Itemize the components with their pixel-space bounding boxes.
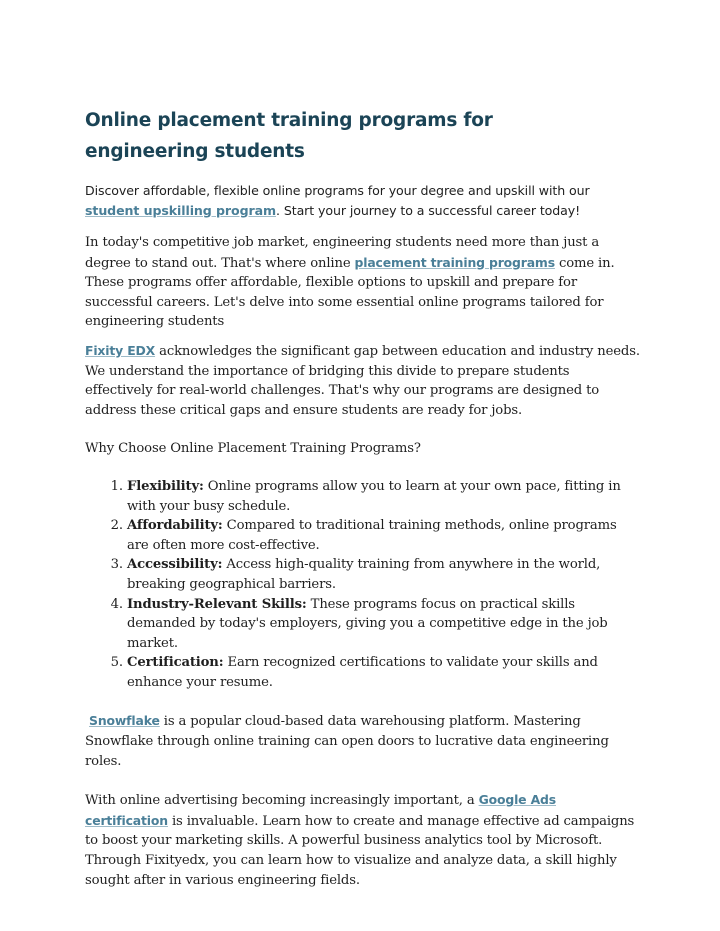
list-item bbox=[127, 477, 640, 516]
list-item-text: Online programs allow you to learn at your own pace, fitting in with your busy schedule. bbox=[127, 478, 621, 514]
student-upskilling-link[interactable]: student upskilling program bbox=[85, 202, 277, 218]
intro-paragraph bbox=[85, 181, 640, 220]
list-item-term: Industry-Relevant Skills: bbox=[127, 596, 307, 612]
p1-after: come in. These programs offer affordable, flexible options to upskill and prepare for successful careers. Let's delve into some essential online programs tailored for engineering students bbox=[85, 255, 615, 330]
intro-text-before: Discover affordable, flexible online programs for your degree and upskill with our bbox=[85, 183, 590, 198]
paragraph-fixity-edx bbox=[85, 341, 640, 420]
snowflake-link[interactable]: Snowflake bbox=[89, 713, 160, 729]
p1-before: In today's competitive job market, engineering students need more than just a degree to stand out. That's where online bbox=[85, 235, 600, 271]
google-ads-certification-link[interactable]: Google Ads certification bbox=[85, 792, 556, 828]
section-question: Why Choose Online Placement Training Programs? bbox=[85, 441, 421, 457]
intro-text-after: . Start your journey to a successful career today! bbox=[276, 202, 581, 218]
list-item bbox=[127, 516, 640, 555]
list-item-text: Compared to traditional training methods, online programs are often more cost-effective. bbox=[127, 518, 617, 553]
benefits-list bbox=[85, 477, 640, 693]
list-item-text: Access high-quality training from anywhere in the world, breaking geographical barriers. bbox=[127, 557, 601, 592]
list-item bbox=[127, 555, 640, 594]
list-item-term: Accessibility: bbox=[127, 557, 223, 573]
p2-after: acknowledges the significant gap between education and industry needs. We understand the importance of bridging this divide to prepare students effectively for real-world challenges. That's why our programs are designed to address these critical gaps and ensure students are ready for jobs. bbox=[85, 343, 640, 418]
page-title: Online placement training programs for engineering students bbox=[85, 110, 493, 162]
list-item bbox=[127, 653, 640, 692]
list-item-text: Earn recognized certifications to validate your skills and enhance your resume. bbox=[127, 655, 598, 690]
p5-before: With online advertising becoming increasingly important, a bbox=[85, 793, 479, 809]
p5-after: is invaluable. Learn how to create and manage effective ad campaigns to boost your marketing skills. A powerful business analytics tool by Microsoft. Through Fixityedx, you can learn how to visualize and analyze data, a skill highly sought after in various engineering fields. bbox=[85, 813, 635, 888]
list-item-term: Affordability: bbox=[127, 518, 223, 534]
list-item-text: These programs focus on practical skills demanded by today's employers, giving you a competitive edge in the job market. bbox=[127, 596, 608, 651]
list-item-term: Certification: bbox=[127, 655, 224, 671]
p4-after: is a popular cloud-based data warehousing platform. Mastering Snowflake through online training can open doors to lucrative data engineering roles. bbox=[85, 714, 609, 769]
paragraph-job-market bbox=[85, 233, 640, 332]
list-item-term: Flexibility: bbox=[127, 478, 204, 494]
placement-training-link[interactable]: placement training programs bbox=[354, 254, 555, 270]
paragraph-google-ads bbox=[85, 790, 640, 890]
fixity-edx-link[interactable]: Fixity EDX bbox=[85, 342, 156, 358]
list-item bbox=[127, 595, 640, 654]
paragraph-snowflake bbox=[85, 711, 640, 771]
